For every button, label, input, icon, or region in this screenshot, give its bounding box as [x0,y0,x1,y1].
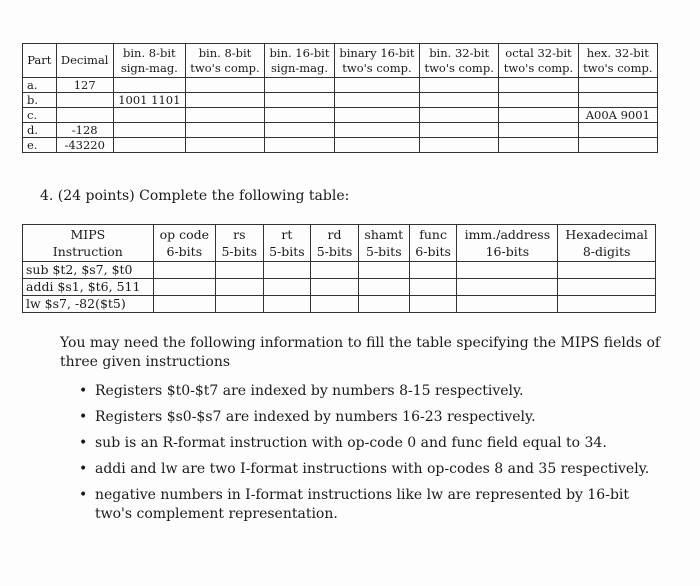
mips-header-text: rs [233,227,246,242]
conversion-header-text: bin. 32-bit [429,45,490,60]
conversion-header-text: octal 32-bit [505,45,572,60]
conversion-header-cell [265,44,335,78]
conversion-cell[interactable] [499,93,578,108]
mips-header-text: rt [281,227,293,242]
table-row [23,108,658,123]
mips-header-cell [358,225,409,262]
conversion-cell[interactable] [334,93,419,108]
conversion-cell[interactable] [499,78,578,93]
conversion-header-text: two's comp. [503,60,574,75]
table-row [23,123,658,138]
mips-header-text: 5-bits [221,244,258,259]
table-row [23,138,658,153]
list-item [79,408,665,427]
conversion-cell[interactable] [420,93,499,108]
mips-header-cell [409,225,457,262]
conversion-table-header [23,44,658,78]
list-item [79,382,665,401]
mips-header-cell [311,225,359,262]
mips-cell: lw $s7, -82($t5) [23,296,154,313]
conversion-cell[interactable] [113,78,185,93]
table-row [23,78,658,93]
conversion-header-cell [56,44,113,78]
notes-intro: You may need the following information to fill the table specifying the MIPS fields of three given instructions [60,335,661,370]
mips-cell[interactable] [215,262,263,279]
conversion-cell[interactable] [185,93,264,108]
question-4-heading: 4. (24 points) Complete the following table: [40,188,350,204]
conversion-table-body [23,78,658,153]
mips-cell: sub $t2, $s7, $t0 [23,262,154,279]
mips-cell[interactable] [558,279,656,296]
mips-header-text: 5-bits [269,244,305,259]
conversion-cell[interactable] [56,93,113,108]
mips-header-text: 6-bits [166,244,203,259]
conversion-cell[interactable] [265,138,335,153]
mips-cell[interactable] [311,279,359,296]
mips-header-text: func [419,227,447,242]
list-item [79,486,665,524]
conversion-cell[interactable] [499,108,578,123]
conversion-cell[interactable] [185,123,264,138]
conversion-header-cell [113,44,185,78]
mips-cell[interactable] [153,279,215,296]
conversion-cell[interactable] [334,108,419,123]
bullet-icon: • [79,461,88,477]
conversion-cell: a. [23,78,57,93]
conversion-header-text: binary 16-bit [339,45,415,60]
conversion-cell[interactable] [420,108,499,123]
conversion-cell[interactable] [499,123,578,138]
conversion-cell: c. [23,108,57,123]
mips-header-text: 5-bits [366,244,402,259]
conversion-cell[interactable] [56,108,113,123]
mips-cell[interactable] [311,296,359,313]
table-row [23,296,656,313]
conversion-header-cell [420,44,499,78]
conversion-header-cell [185,44,264,78]
conversion-cell[interactable] [265,108,335,123]
conversion-cell[interactable] [113,138,185,153]
conversion-cell: e. [23,138,57,153]
bullet-icon: • [79,383,88,399]
table-row [23,93,658,108]
conversion-cell[interactable] [578,78,657,93]
conversion-header-text: sign-mag. [271,60,329,75]
bullet-icon: • [79,435,88,451]
mips-header-text: 8-digits [582,244,631,259]
conversion-cell: 127 [56,78,113,93]
list-item-text: Registers $t0-$t7 are indexed by numbers 8-15 respectively. [95,383,524,399]
mips-cell[interactable] [457,262,558,279]
mips-header-text: MIPS [70,227,106,242]
conversion-cell[interactable] [265,93,335,108]
mips-cell[interactable] [153,296,215,313]
table-row [23,279,656,296]
mips-cell[interactable] [358,296,409,313]
mips-cell[interactable] [153,262,215,279]
mips-header-cell [558,225,656,262]
mips-cell[interactable] [263,262,311,279]
conversion-cell[interactable] [578,138,657,153]
conversion-cell[interactable] [578,123,657,138]
conversion-cell[interactable] [499,138,578,153]
conversion-cell: A00A 9001 [578,108,657,123]
conversion-cell: -128 [56,123,113,138]
conversion-cell: -43220 [56,138,113,153]
mips-header-text: Hexadecimal [565,227,648,242]
conversion-header-cell [578,44,657,78]
conversion-header-text: hex. 32-bit [586,45,649,60]
mips-header-text: 5-bits [316,244,353,259]
mips-cell[interactable] [263,279,311,296]
conversion-cell[interactable] [185,78,264,93]
conversion-cell: 1001 1101 [113,93,185,108]
mips-cell: addi $s1, $t6, 511 [23,279,154,296]
conversion-cell[interactable] [334,138,419,153]
mips-header-cell [153,225,215,262]
mips-header-cell [215,225,263,262]
conversion-header-cell [23,44,57,78]
mips-header-text: Instruction [52,244,123,259]
conversion-header-text: bin. 8-bit [198,45,252,60]
conversion-header-cell [334,44,419,78]
bullet-icon: • [79,409,88,425]
list-item-text: sub is an R-format instruction with op-code 0 and func field equal to 34. [95,435,607,451]
conversion-cell[interactable] [185,108,264,123]
mips-cell[interactable] [457,279,558,296]
conversion-cell[interactable] [420,138,499,153]
mips-cell[interactable] [409,296,457,313]
mips-cell[interactable] [358,279,409,296]
conversion-cell: d. [23,123,57,138]
mips-header-text: imm./address [464,227,551,242]
conversion-header-text: two's comp. [190,60,260,75]
conversion-cell[interactable] [420,78,499,93]
conversion-header-text: two's comp. [424,60,494,75]
mips-cell[interactable] [409,262,457,279]
conversion-header-text: sign-mag. [120,60,178,75]
mips-header-text: 16-bits [485,244,530,259]
conversion-header-text: bin. 16-bit [269,45,330,60]
instructions-notes [60,334,665,531]
mips-header-text: shamt [364,227,404,242]
mips-header-text: 6-bits [415,244,451,259]
mips-cell[interactable] [215,296,263,313]
mips-cell[interactable] [558,262,656,279]
mips-header-cell [263,225,311,262]
mips-table-header [23,225,656,262]
list-item-text: addi and lw are two I-format instructions with op-codes 8 and 35 respectively. [95,461,650,477]
conversion-cell[interactable] [113,108,185,123]
mips-header-cell [457,225,558,262]
notes-list [60,382,665,524]
conversion-header-text: Part [27,53,52,67]
mips-cell[interactable] [457,296,558,313]
conversion-header-text: two's comp. [583,60,653,75]
conversion-cell[interactable] [334,123,419,138]
table-row [23,262,656,279]
mips-table-body [23,262,656,313]
conversion-cell[interactable] [113,123,185,138]
conversion-cell[interactable] [185,138,264,153]
mips-header-text: rd [327,227,342,242]
conversion-cell[interactable] [265,78,335,93]
list-item-text: Registers $s0-$s7 are indexed by numbers 16-23 respectively. [95,409,536,425]
list-item [79,434,665,453]
mips-header-text: op code [159,227,210,242]
conversion-header-text: Decimal [60,53,109,67]
conversion-header-text: bin. 8-bit [123,45,176,60]
mips-cell[interactable] [263,296,311,313]
list-item-text: negative numbers in I-format instructions like lw are represented by 16-bit two's complement representation. [95,487,630,522]
mips-header-cell [23,225,154,262]
list-item [79,460,665,479]
bullet-icon: • [79,487,88,503]
conversion-header-cell [499,44,578,78]
mips-cell[interactable] [358,262,409,279]
mips-cell[interactable] [215,279,263,296]
conversion-cell[interactable] [265,123,335,138]
mips-cell[interactable] [558,296,656,313]
mips-table [22,224,656,313]
mips-cell[interactable] [409,279,457,296]
conversion-cell: b. [23,93,57,108]
conversion-cell[interactable] [578,93,657,108]
conversion-cell[interactable] [420,123,499,138]
conversion-header-text: two's comp. [342,60,412,75]
conversion-cell[interactable] [334,78,419,93]
mips-cell[interactable] [311,262,359,279]
conversion-table [22,43,658,153]
